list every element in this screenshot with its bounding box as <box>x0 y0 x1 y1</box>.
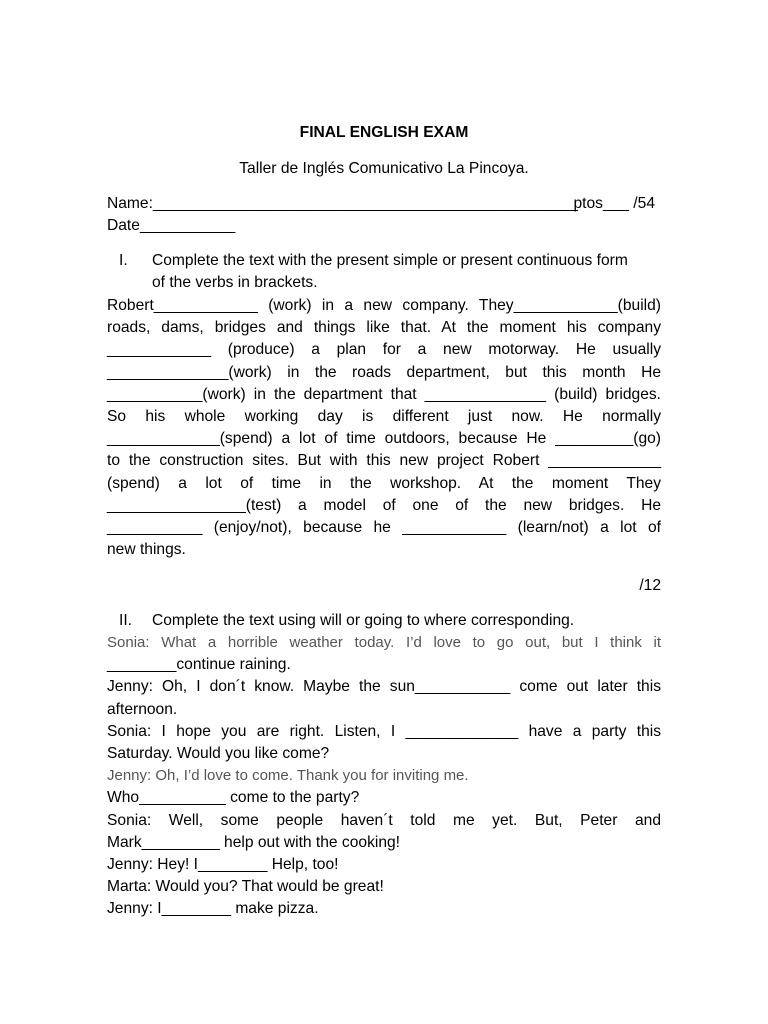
exercise-line[interactable]: So his whole working day is different just now. He normally <box>107 408 661 426</box>
exercise-line[interactable]: ____________ (produce) a plan for a new motorway. He usually <box>107 341 661 359</box>
section-1-instruction-line: of the verbs in brackets. <box>152 274 318 292</box>
dialogue-line: Sonia: What a horrible weather today. I’d love to go out, but I think it <box>107 634 661 651</box>
section-2-dialogue <box>107 632 661 921</box>
name-field[interactable]: Name:_________________________________________________ <box>107 195 578 212</box>
dialogue-line[interactable]: ________continue raining. <box>107 656 291 674</box>
exercise-line[interactable]: (spend) a lot of time in the workshop. At the moment They <box>107 474 661 492</box>
dialogue-line[interactable]: Mark_________ help out with the cooking! <box>107 833 401 851</box>
section-1-heading <box>107 250 661 294</box>
section-1-instruction <box>152 250 661 294</box>
dialogue-line: afternoon. <box>107 700 178 718</box>
date-field[interactable]: Date___________ <box>107 217 236 234</box>
exercise-line[interactable]: ___________(work) in the department that ______________ (build) bridges. <box>107 385 661 403</box>
dialogue-line: Marta: Would you? That would be great! <box>107 878 384 896</box>
section-1-score: /12 <box>639 577 661 594</box>
exercise-line[interactable]: _____________(spend) a lot of time outdoors, because He _________(go) <box>107 430 661 448</box>
section-1-instruction-line: Complete the text with the present simple or present continuous form <box>152 252 628 269</box>
section-1-number: I. <box>119 252 128 269</box>
dialogue-line: Sonia: Well, some people haven´t told me yet. But, Peter and <box>107 811 661 829</box>
dialogue-line[interactable]: Sonia: I hope you are right. Listen, I _____________ have a party this <box>107 722 661 740</box>
exercise-line[interactable]: roads, dams, bridges and things like that. At the moment his company <box>107 319 661 337</box>
section-2-heading <box>107 610 661 632</box>
exercise-line[interactable]: to the construction sites. But with this new project Robert _____________ <box>107 452 661 470</box>
section-2-number: II. <box>119 612 132 629</box>
dialogue-line[interactable]: Jenny: Hey! I________ Help, too! <box>107 856 339 874</box>
name-row <box>107 193 655 215</box>
exercise-line[interactable]: ________________(test) a model of one of the new bridges. He <box>107 496 661 514</box>
dialogue-line[interactable]: Jenny: Oh, I don´t know. Maybe the sun___________ come out later this <box>107 678 661 696</box>
section-1-text <box>107 295 661 561</box>
dialogue-line: Saturday. Would you like come? <box>107 745 330 763</box>
section-2-instruction: Complete the text using will or going to where corresponding. <box>152 612 575 629</box>
points-field[interactable]: ptos___ /54 <box>573 195 655 212</box>
dialogue-line[interactable]: Jenny: I________ make pizza. <box>107 900 319 918</box>
exercise-line[interactable]: ___________ (enjoy/not), because he ____________ (learn/not) a lot of <box>107 519 661 537</box>
dialogue-line: Jenny: Oh, I’d love to come. Thank you for inviting me. <box>107 767 469 785</box>
exercise-line[interactable]: Robert____________ (work) in a new company. They____________(build) <box>107 297 661 314</box>
exercise-line: new things. <box>107 541 186 559</box>
dialogue-line[interactable]: Who__________ come to the party? <box>107 789 360 807</box>
exam-title: FINAL ENGLISH EXAM <box>299 124 469 141</box>
exercise-line[interactable]: ______________(work) in the roads department, but this month He <box>107 363 661 381</box>
exam-subtitle: Taller de Inglés Comunicativo La Pincoya. <box>239 160 529 177</box>
